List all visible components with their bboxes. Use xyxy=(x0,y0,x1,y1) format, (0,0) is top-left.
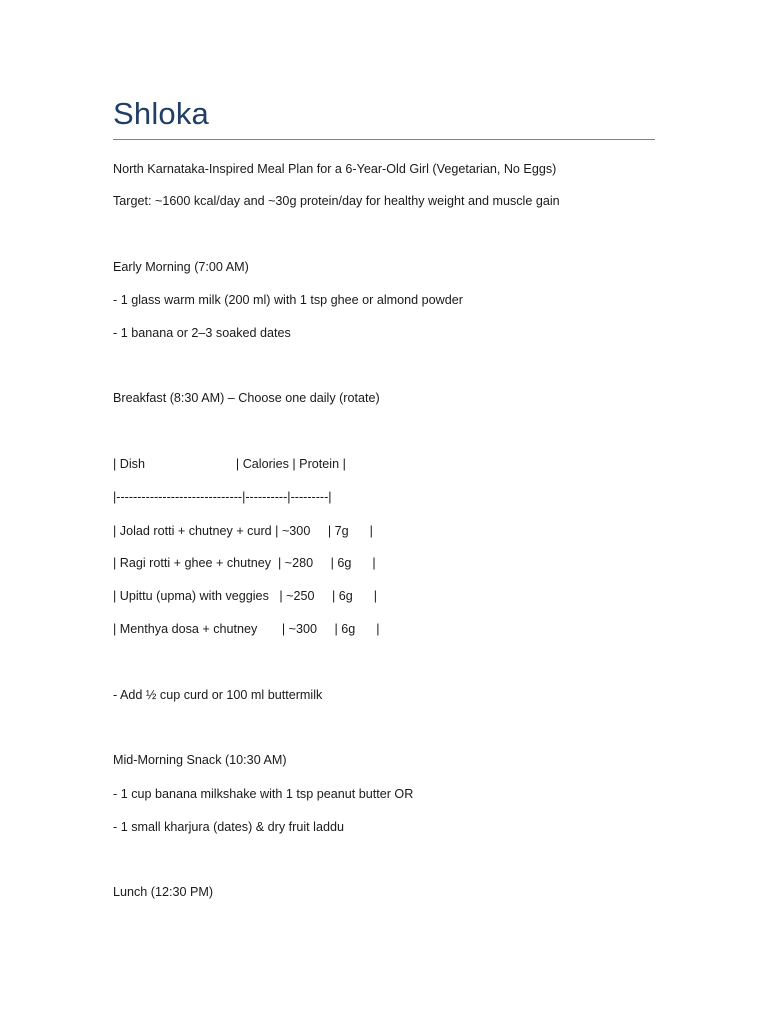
mid-morning-heading: Mid-Morning Snack (10:30 AM) xyxy=(113,753,287,767)
document-page xyxy=(113,0,655,1024)
breakfast-table-row: | Ragi rotti + ghee + chutney | ~280 | 6g | xyxy=(113,556,376,570)
title-underline-divider xyxy=(113,139,655,140)
breakfast-table-row: | Upittu (upma) with veggies | ~250 | 6g | xyxy=(113,589,378,603)
early-morning-item: - 1 glass warm milk (200 ml) with 1 tsp ghee or almond powder xyxy=(113,293,463,307)
breakfast-table-row: | Menthya dosa + chutney | ~300 | 6g | xyxy=(113,622,380,636)
early-morning-heading: Early Morning (7:00 AM) xyxy=(113,260,249,274)
mid-morning-item: - 1 small kharjura (dates) & dry fruit laddu xyxy=(113,820,344,834)
document-title: Shloka xyxy=(113,96,209,131)
breakfast-heading: Breakfast (8:30 AM) – Choose one daily (rotate) xyxy=(113,391,380,405)
breakfast-addon-item: - Add ½ cup curd or 100 ml buttermilk xyxy=(113,688,323,702)
breakfast-table-row: | Jolad rotti + chutney + curd | ~300 | 7g | xyxy=(113,524,373,538)
lunch-heading: Lunch (12:30 PM) xyxy=(113,885,214,899)
early-morning-item: - 1 banana or 2–3 soaked dates xyxy=(113,326,291,340)
breakfast-table-separator: |------------------------------|----------|---------| xyxy=(113,490,332,504)
mid-morning-item: - 1 cup banana milkshake with 1 tsp peanut butter OR xyxy=(113,787,414,801)
target-line: Target: ~1600 kcal/day and ~30g protein/day for healthy weight and muscle gain xyxy=(113,194,560,208)
breakfast-table-header: | Dish | Calories | Protein | xyxy=(113,457,346,471)
meal-plan-subtitle: North Karnataka-Inspired Meal Plan for a 6-Year-Old Girl (Vegetarian, No Eggs) xyxy=(113,162,557,176)
